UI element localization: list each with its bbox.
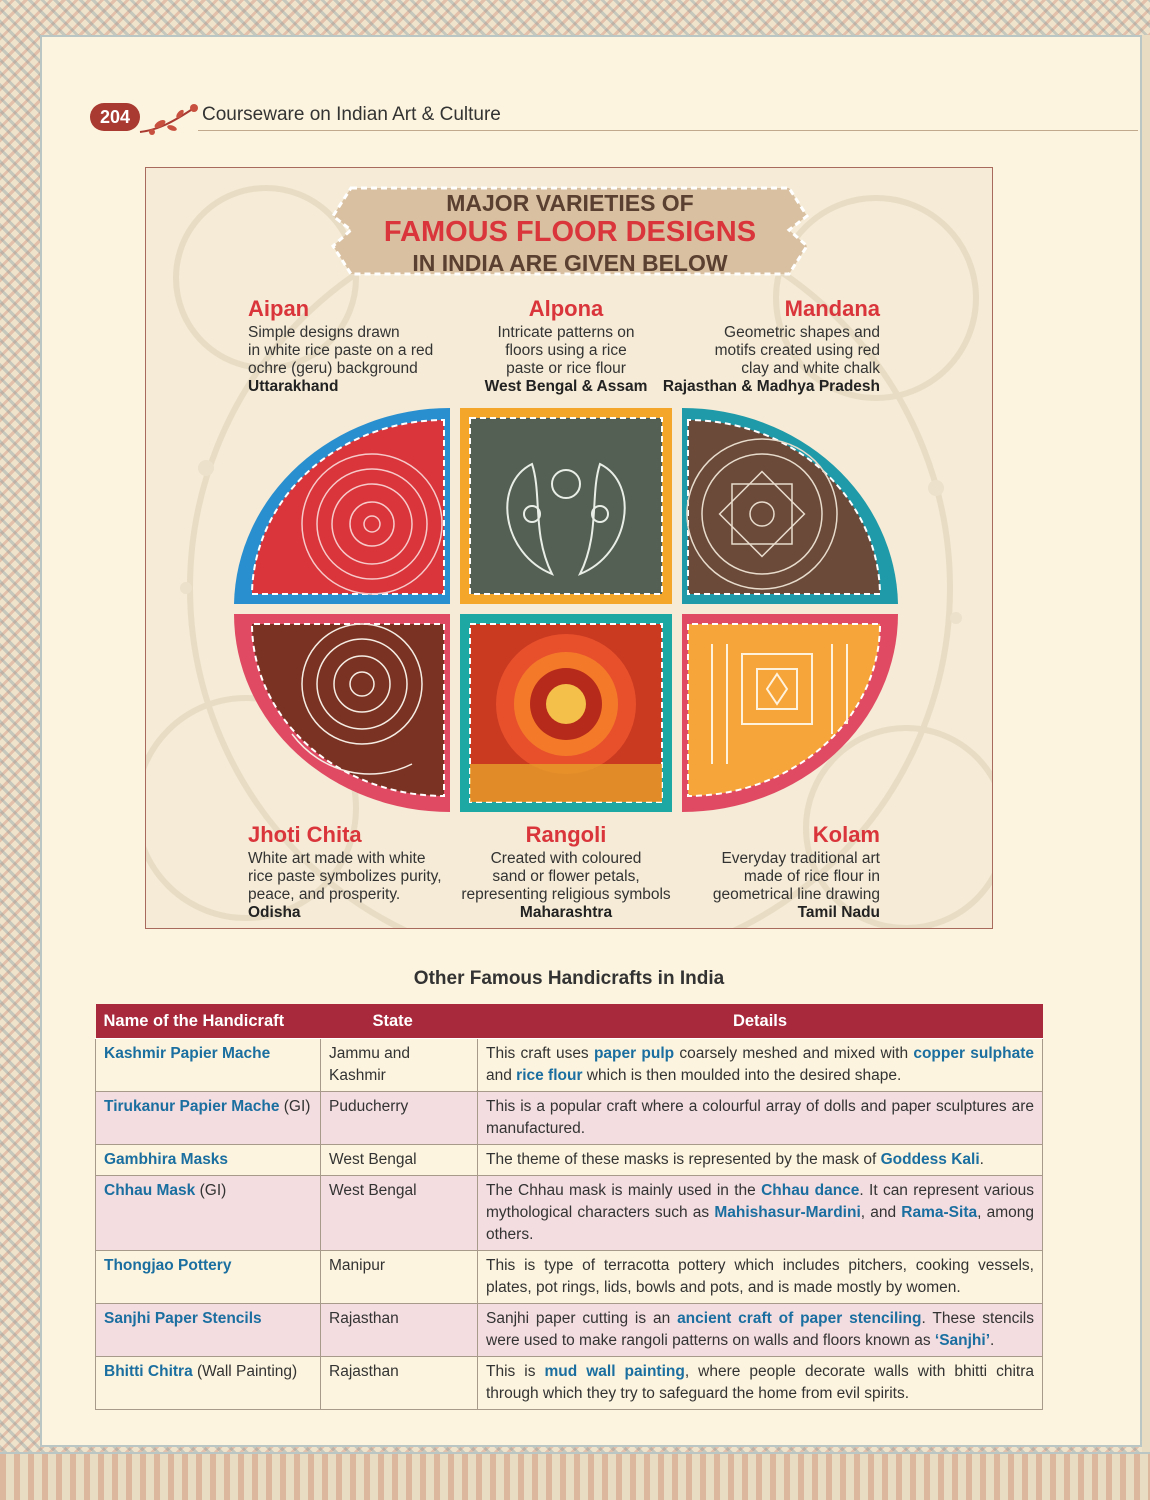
table-row [96, 1091, 1043, 1144]
table-row [96, 1303, 1043, 1356]
state-cell: Manipur [321, 1250, 478, 1303]
handicraft-name: Tirukanur Papier Mache [104, 1097, 280, 1115]
handicraft-name-cell [96, 1303, 321, 1356]
handicraft-name: Chhau Mask [104, 1181, 196, 1199]
details-text: , among others. [486, 1203, 1034, 1243]
details-text: and [486, 1066, 517, 1084]
page-number: 204 [90, 103, 140, 131]
art-region: Odisha [248, 904, 301, 921]
column-header: State [321, 1004, 478, 1038]
art-description-line: geometrical line drawing [712, 886, 880, 903]
handicraft-name: Gambhira Masks [104, 1150, 229, 1168]
handicraft-name-cell [96, 1144, 321, 1175]
banner-line-1: MAJOR VARIETIES OF [446, 190, 694, 216]
art-description-line: rice paste symbolizes purity, [248, 868, 442, 885]
art-description-line: representing religious symbols [461, 886, 671, 903]
art-name: Mandana [784, 296, 880, 321]
art-description-line: floors using a rice [505, 342, 627, 359]
highlighted-term: Rama-Sita [901, 1203, 978, 1221]
art-description-line: Everyday traditional art [721, 850, 880, 867]
details-text: , where people decorate walls with bhitti chitra through which they try to safeguard the home from evil spirits. [486, 1362, 1034, 1402]
highlighted-term: ‘Sanjhi’ [934, 1331, 991, 1349]
highlighted-term: mud wall painting [544, 1362, 685, 1380]
art-name: Aipan [248, 296, 310, 321]
handicraft-name-cell [96, 1038, 321, 1091]
column-header: Name of the Handicraft [96, 1004, 321, 1038]
art-region: West Bengal & Assam [484, 378, 648, 395]
details-cell [478, 1091, 1043, 1144]
state-cell: West Bengal [321, 1175, 478, 1250]
details-text: coarsely meshed and mixed with [674, 1044, 914, 1062]
banner-line-2: FAMOUS FLOOR DESIGNS [383, 216, 757, 248]
bottom-ornament [0, 1452, 1150, 1500]
handicrafts-table [95, 1004, 1043, 1410]
details-cell [478, 1303, 1043, 1356]
art-mandana [646, 296, 880, 396]
art-kolam [660, 822, 880, 922]
rangoli-tile [460, 614, 672, 812]
table-row [96, 1038, 1043, 1091]
highlighted-term: Mahishasur-Mardini [714, 1203, 861, 1221]
art-name: Alpona [528, 296, 604, 321]
handicraft-name-suffix: (GI) [279, 1097, 311, 1115]
details-cell [478, 1250, 1043, 1303]
art-description-line: motifs created using red [714, 342, 880, 359]
table-row [96, 1356, 1043, 1409]
handicraft-name: Kashmir Papier Mache [104, 1044, 271, 1062]
art-description-line: sand or flower petals, [492, 868, 640, 885]
details-text: . [979, 1150, 984, 1168]
handicraft-name: Sanjhi Paper Stencils [104, 1309, 262, 1327]
floral-sprig-icon [138, 102, 198, 138]
art-description-line: Geometric shapes and [724, 324, 880, 341]
details-cell [478, 1175, 1043, 1250]
highlighted-term: copper sulphate [913, 1044, 1034, 1062]
state-cell: West Bengal [321, 1144, 478, 1175]
art-description-line: White art made with white [248, 850, 426, 867]
details-text: This is [486, 1362, 545, 1380]
column-header: Details [478, 1004, 1043, 1038]
floor-design-circle [232, 404, 912, 824]
art-region: Maharashtra [519, 904, 613, 921]
table-row [96, 1144, 1043, 1175]
details-text: The Chhau mask is mainly used in the [486, 1181, 762, 1199]
table-header-row [96, 1004, 1043, 1038]
handicraft-name-cell [96, 1175, 321, 1250]
handicraft-name: Thongjao Pottery [104, 1256, 232, 1274]
mandana-tile [682, 408, 898, 604]
table-row [96, 1250, 1043, 1303]
handicraft-name: Bhitti Chitra [104, 1362, 193, 1380]
aipan-tile [234, 408, 450, 604]
right-edge [1142, 35, 1150, 1452]
art-description-line: made of rice flour in [743, 868, 880, 885]
state-cell: Rajasthan [321, 1356, 478, 1409]
art-description-line: Intricate patterns on [497, 324, 635, 341]
book-title: Courseware on Indian Art & Culture [202, 104, 501, 125]
table-row [96, 1175, 1043, 1250]
details-text: which is then moulded into the desired shape. [582, 1066, 902, 1084]
kolam-tile [682, 614, 898, 812]
details-text: This craft uses [486, 1044, 594, 1062]
art-name: Rangoli [525, 822, 607, 847]
art-region: Tamil Nadu [797, 904, 880, 921]
art-description-line: in white rice paste on a red [248, 342, 434, 359]
details-cell [478, 1356, 1043, 1409]
art-name: Kolam [812, 822, 880, 847]
state-cell: Rajasthan [321, 1303, 478, 1356]
details-cell [478, 1144, 1043, 1175]
highlighted-term: rice flour [516, 1066, 583, 1084]
header-rule [198, 130, 1138, 131]
art-description-line: paste or rice flour [506, 360, 626, 377]
table-title: Other Famous Handicrafts in India [413, 968, 725, 989]
handicraft-name-cell [96, 1250, 321, 1303]
art-name: Jhoti Chita [248, 822, 362, 847]
highlighted-term: paper pulp [593, 1044, 675, 1062]
details-text: Sanjhi paper cutting is an [486, 1309, 678, 1327]
art-description-line: peace, and prosperity. [248, 886, 401, 903]
handicraft-name-suffix: (Wall Painting) [192, 1362, 298, 1380]
art-description-line: Simple designs drawn [248, 324, 400, 341]
details-text: . These stencils were used to make rangoli patterns on walls and floors known as [486, 1309, 1034, 1349]
details-text: , and [860, 1203, 902, 1221]
art-region: Uttarakhand [248, 378, 339, 395]
banner-line-3: IN INDIA ARE GIVEN BELOW [412, 250, 728, 276]
art-description-line: clay and white chalk [741, 360, 880, 377]
page-header [88, 100, 1142, 140]
art-region: Rajasthan & Madhya Pradesh [662, 378, 880, 395]
details-text: This is type of terracotta pottery which includes pitchers, cooking vessels, plates, pot rings, lids, bowls and pots, and is made mostly by women. [486, 1256, 1034, 1296]
handicraft-name-cell [96, 1091, 321, 1144]
art-description-line: Created with coloured [490, 850, 642, 867]
details-text: . It can represent various mythological characters such as [486, 1181, 1034, 1221]
art-rangoli [444, 822, 688, 922]
state-cell: Puducherry [321, 1091, 478, 1144]
highlighted-term: Chhau dance [761, 1181, 860, 1199]
table-body [96, 1038, 1043, 1409]
details-text: This is a popular craft where a colourful array of dolls and paper sculptures are manufactured. [486, 1097, 1034, 1137]
jhoti-chita-tile [234, 614, 450, 812]
alpona-tile [460, 408, 672, 604]
handicraft-name-suffix: (GI) [195, 1181, 227, 1199]
handicraft-name-cell [96, 1356, 321, 1409]
art-aipan [248, 296, 478, 396]
highlighted-term: ancient craft of paper stenciling [677, 1309, 922, 1327]
state-cell: Jammu and Kashmir [321, 1038, 478, 1091]
floor-designs-infographic [145, 167, 993, 929]
highlighted-term: Goddess Kali [880, 1150, 980, 1168]
details-cell [478, 1038, 1043, 1091]
details-text: The theme of these masks is represented by the mask of [486, 1150, 881, 1168]
details-text: . [990, 1331, 995, 1349]
art-description-line: ochre (geru) background [248, 360, 418, 377]
